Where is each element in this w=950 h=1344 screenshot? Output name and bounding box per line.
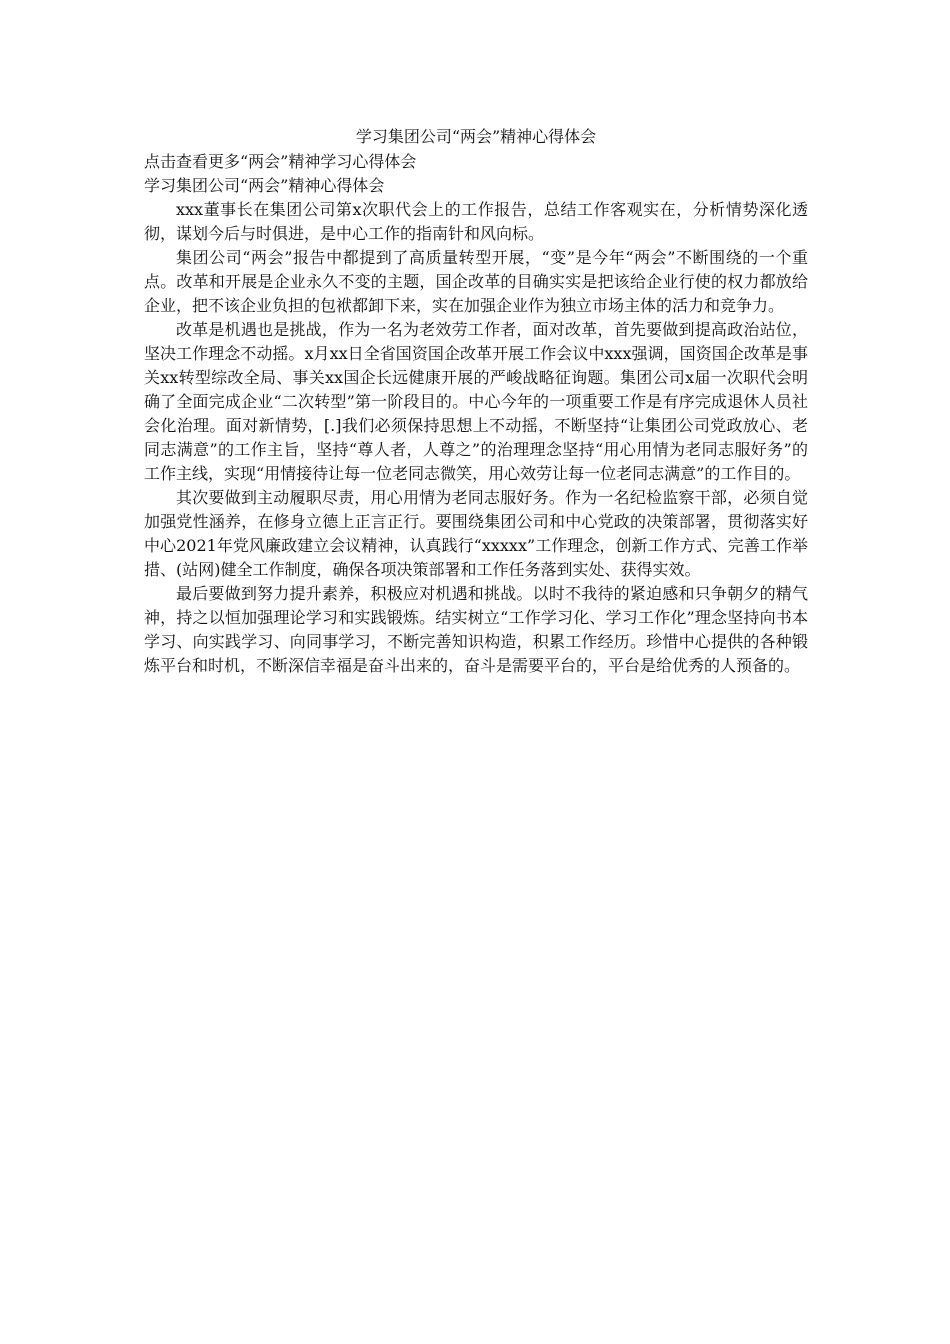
paragraph-2: 集团公司“两会”报告中都提到了高质量转型开展，“变”是今年“两会”不断围绕的一个重点。改革和开展是企业永久不变的主题，国企改革的目确实实是把该给企业行使的权力都放给企业，把不该企业负担的包袱都卸下来，实在加强企业作为独立市场主体的活力和竞争力。 [144,248,808,315]
paragraph-5: 最后要做到努力提升素养，积极应对机遇和挑战。以时不我待的紧迫感和只争朝夕的精气神，持之以恒加强理论学习和实践锻炼。结实树立“工作学习化、学习工作化”理念坚持向书本学习、向实践学习、向同事学习，不断完善知识构造，积累工作经历。珍惜中心提供的各种锻炼平台和时机，不断深信幸福是奋斗出来的，奋斗是需要平台的，平台是给优秀的人预备的。 [144,584,808,675]
paragraph-4: 其次要做到主动履职尽责，用心用情为老同志服好务。作为一名纪检监察干部，必须自觉加强党性涵养，在修身立德上正言正行。要围绕集团公司和中心党政的决策部署，贯彻落实好中心2021年党风廉政建立会议精神，认真践行“xxxxx”工作理念，创新工作方式、完善工作举措、(站网)健全工作制度，确保各项决策部署和工作任务落到实处、获得实效。 [144,488,808,579]
document-title: 学习集团公司“两会”精神心得体会 [355,127,597,146]
paragraph-3: 改革是机遇也是挑战，作为一名为老效劳工作者，面对改革，首先要做到提高政治站位，坚决工作理念不动摇。x月xx日全省国资国企改革开展工作会议中xxx强调，国资国企改革是事关xx转型综改全局、事关xx国企长远健康开展的严峻战略征询题。集团公司x届一次职代会明确了全面完成企业“二次转型”第一阶段目的。中心今年的一项重要工作是有序完成退休人员社会化治理。面对新情势，[.]我们必须保持思想上不动摇，不断坚持“让集团公司党政放心、老同志满意”的工作主旨，坚持“尊人者，人尊之”的治理理念坚持“用心用情为老同志服好务”的工作主线，实现“用情接待让每一位老同志微笑，用心效劳让每一位老同志满意”的工作目的。 [144,320,808,483]
document-page [144,124,808,678]
paragraph-1: xxx董事长在集团公司第x次职代会上的工作报告，总结工作客观实在，分析情势深化透彻，谋划今后与时俱进，是中心工作的指南针和风向标。 [144,200,808,243]
document-subtitle: 学习集团公司“两会”精神心得体会 [144,176,385,195]
more-articles-link[interactable]: 点击查看更多“两会”精神学习心得体会 [144,152,417,171]
